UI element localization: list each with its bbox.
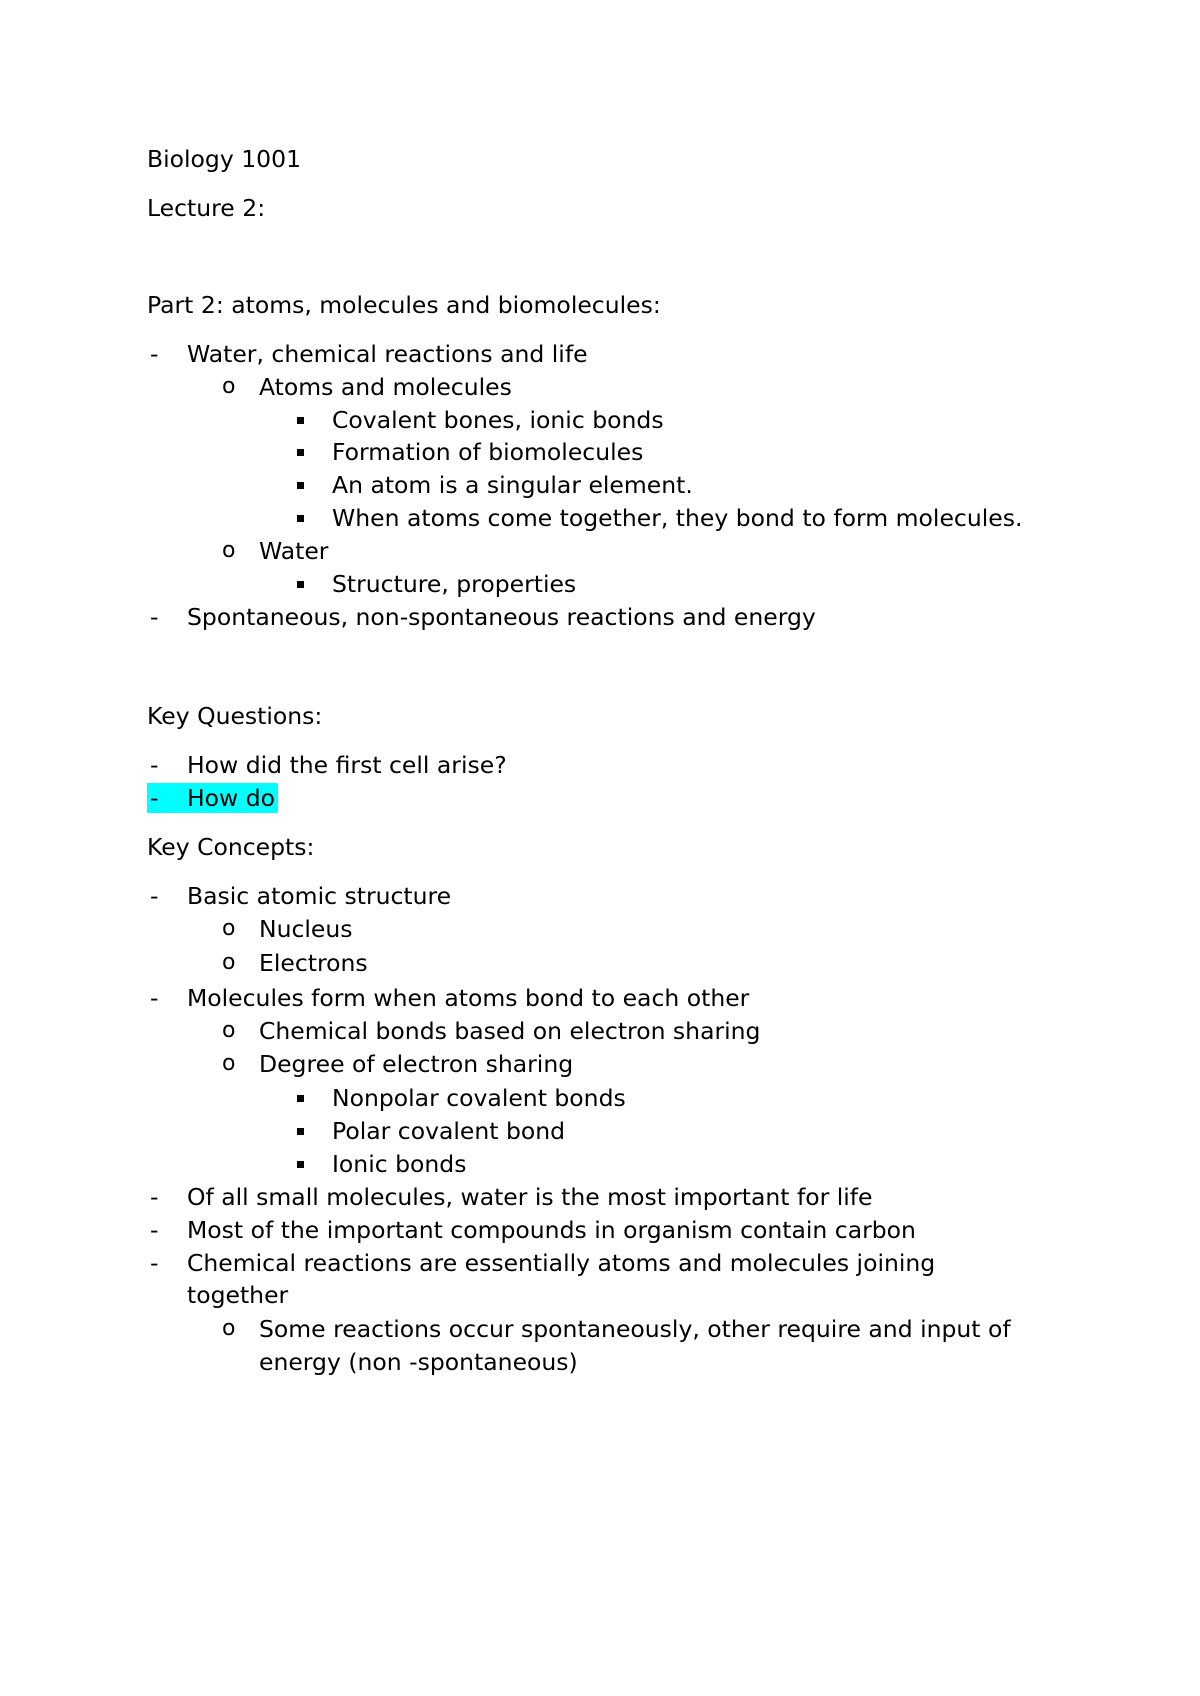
square-bullet-icon bbox=[297, 449, 304, 456]
square-bullet-icon bbox=[297, 515, 304, 522]
square-bullet-icon bbox=[297, 417, 304, 424]
dash-bullet: - bbox=[150, 1216, 159, 1244]
circle-bullet: o bbox=[222, 1051, 236, 1076]
dash-bullet: - bbox=[150, 751, 159, 779]
square-bullet-icon bbox=[297, 1161, 304, 1168]
dash-bullet: - bbox=[150, 1183, 159, 1211]
concepts-title: Key Concepts: bbox=[147, 833, 315, 861]
circle-bullet: o bbox=[222, 916, 236, 941]
document-page: Biology 1001 Lecture 2: Part 2: atoms, molecules and biomolecules: - Water, chemical reactions and life o Atoms and molecules Covalent bones, ionic bonds Formation of biomolecules An atom is a singular element. When atoms come together, they bond to form molecules. o Water Structure, properties - Spontaneous, non-spontaneous reactions and energy Key Questions: - How did the first cell arise? - How do Key Concepts: - Basic atomic structure o Nucleus o Electrons - Molecules form when atoms bond to each other o Chemical bonds based on electron sharing o Degree of electron sharing Nonpolar covalent bonds Polar covalent bond Ionic bonds - Of all small molecules, water is the most important for life - Most of the important compounds in organism contain carbon - Chemical reactions are essentially atoms and molecules joining together o Some reactions occur spontaneously, other require and input of energy (non -spontaneous) bbox=[147, 145, 1023, 1376]
circle-bullet: o bbox=[222, 374, 236, 399]
questions-title: Key Questions: bbox=[147, 702, 323, 730]
circle-bullet: o bbox=[222, 950, 236, 975]
course-title: Biology 1001 bbox=[147, 145, 302, 173]
circle-bullet: o bbox=[222, 1018, 236, 1043]
dash-bullet: - bbox=[150, 784, 159, 812]
lecture-title: Lecture 2: bbox=[147, 194, 266, 222]
square-bullet-icon bbox=[297, 482, 304, 489]
circle-bullet: o bbox=[222, 1316, 236, 1341]
dash-bullet: - bbox=[150, 340, 159, 368]
part-title: Part 2: atoms, molecules and biomolecules: bbox=[147, 291, 661, 319]
dash-bullet: - bbox=[150, 984, 159, 1012]
square-bullet-icon bbox=[297, 581, 304, 588]
dash-bullet: - bbox=[150, 882, 159, 910]
circle-bullet: o bbox=[222, 538, 236, 563]
square-bullet-icon bbox=[297, 1095, 304, 1102]
dash-bullet: - bbox=[150, 1249, 159, 1277]
square-bullet-icon bbox=[297, 1128, 304, 1135]
dash-bullet: - bbox=[150, 603, 159, 631]
